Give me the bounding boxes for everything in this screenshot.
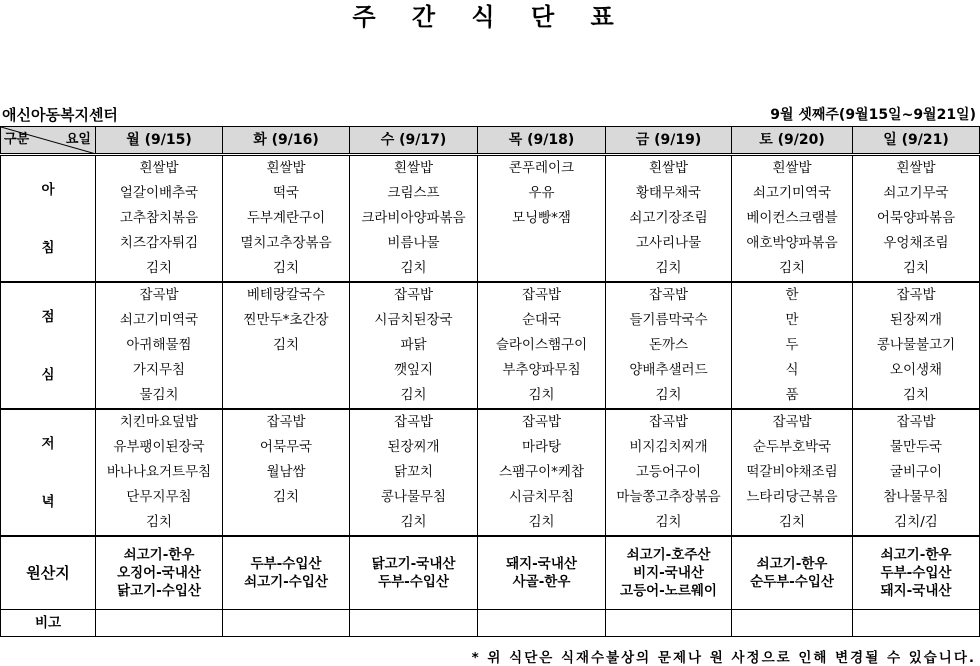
breakfast-row [1,206,980,231]
menu-item: 김치 [223,333,350,358]
menu-item: 김치 [223,256,350,282]
menu-item: 황태무채국 [606,181,732,206]
origin-entry: 두부-수입산 [880,565,952,581]
menu-item: 바나나요거트무침 [96,460,223,485]
menu-item: 잡곡밥 [350,409,478,435]
origin-cell [853,536,980,610]
menu-item: 고추참치볶음 [96,206,223,231]
origin-entry: 사골-한우 [512,574,571,590]
origin-entry: 쇠고기-호주산 [626,547,711,563]
menu-item: 쇠고기무국 [853,181,980,206]
origin-row [1,536,980,610]
dinner-row [1,460,980,485]
menu-item: 콩나물무침 [350,485,478,510]
lunch-row [1,333,980,358]
note-cell [732,610,853,637]
menu-item: 돈까스 [606,333,732,358]
menu-item: 찐만두*초간장 [223,308,350,333]
day-header-fri: 금 (9/19) [606,127,732,155]
menu-item [223,358,350,383]
menu-item: 김치 [223,485,350,510]
menu-item: 쇠고기미역국 [96,308,223,333]
menu-item: 잡곡밥 [606,282,732,308]
menu-item: 비름나물 [350,231,478,256]
menu-item: 된장찌개 [350,435,478,460]
day-header-sat: 토 (9/20) [732,127,853,155]
day-header-sun: 일 (9/21) [853,127,980,155]
dinner-label [1,409,96,536]
menu-item: 굴비구이 [853,460,980,485]
origin-entry: 두부-수입산 [250,556,322,572]
menu-item: 한 [732,282,853,308]
note-cell [350,610,478,637]
corner-cell [1,127,96,155]
menu-item: 두부계란구이 [223,206,350,231]
menu-item: 만 [732,308,853,333]
menu-item: 양배추샐러드 [606,358,732,383]
menu-item: 들기름막국수 [606,308,732,333]
menu-item: 시금치된장국 [350,308,478,333]
page-title: 주 간 식 단 표 [352,3,628,31]
day-header-row [1,127,980,155]
menu-item: 김치 [350,510,478,536]
origin-entry: 닭고기-수입산 [117,583,201,599]
dinner-row [1,510,980,536]
menu-item: 오이생채 [853,358,980,383]
menu-item: 치킨마요덮밥 [96,409,223,435]
menu-item: 된장찌개 [853,308,980,333]
origin-entry: 쇠고기-한우 [756,556,828,572]
menu-item: 잡곡밥 [478,409,606,435]
note-cell [478,610,606,637]
menu-item [478,231,606,256]
menu-item: 베테랑칼국수 [223,282,350,308]
origin-entry: 두부-수입산 [378,574,449,590]
menu-item: 어묵무국 [223,435,350,460]
menu-item: 월남쌈 [223,460,350,485]
menu-item: 김치/김 [853,510,980,536]
origin-entry: 고등어-노르웨이 [620,583,717,599]
menu-item: 우엉채조림 [853,231,980,256]
breakfast-row [1,155,980,182]
origin-cell [732,536,853,610]
menu-item: 부추양파무침 [478,358,606,383]
origin-entry: 비지-국내산 [633,565,704,581]
footnote: * 위 식단은 식재수불상의 문제나 원 사정으로 인해 변경될 수 있습니다. [471,650,976,666]
corner-category-label: 구분 [4,132,30,147]
menu-item: 순두부호박국 [732,435,853,460]
menu-item: 잡곡밥 [96,282,223,308]
breakfast-label-bottom: 침 [41,239,55,256]
menu-item: 어묵양파볶음 [853,206,980,231]
lunch-row [1,358,980,383]
menu-item: 물김치 [96,383,223,409]
origin-entry: 닭고기-국내산 [371,556,456,572]
menu-item: 고등어구이 [606,460,732,485]
menu-item: 김치 [853,383,980,409]
menu-item: 비지김치찌개 [606,435,732,460]
menu-item: 김치 [478,510,606,536]
menu-item: 두 [732,333,853,358]
origin-entry: 오징어-국내산 [117,565,201,581]
menu-item: 크림스프 [350,181,478,206]
menu-item: 우유 [478,181,606,206]
lunch-label-bottom: 심 [41,366,55,383]
menu-item: 마라탕 [478,435,606,460]
menu-item: 쇠고기장조림 [606,206,732,231]
menu-item: 흰쌀밥 [606,155,732,182]
menu-item: 깻잎지 [350,358,478,383]
menu-item: 유부팽이된장국 [96,435,223,460]
menu-item: 멸치고추장볶음 [223,231,350,256]
menu-item: 닭꼬치 [350,460,478,485]
day-header-mon: 월 (9/15) [96,127,223,155]
menu-item: 잡곡밥 [853,282,980,308]
origin-entry: 쇠고기-수입산 [244,574,328,590]
note-cell [853,610,980,637]
menu-item: 떡국 [223,181,350,206]
menu-item: 김치 [732,256,853,282]
menu-item: 가지무침 [96,358,223,383]
note-cell [96,610,223,637]
menu-item: 김치 [853,256,980,282]
origin-label: 원산지 [1,536,96,610]
menu-item: 품 [732,383,853,409]
menu-item: 흰쌀밥 [96,155,223,182]
menu-item: 흰쌀밥 [350,155,478,182]
menu-item: 흰쌀밥 [223,155,350,182]
menu-item: 아귀해물찜 [96,333,223,358]
menu-item: 잡곡밥 [223,409,350,435]
note-cell [223,610,350,637]
menu-item: 잡곡밥 [478,282,606,308]
day-header-wed: 수 (9/17) [350,127,478,155]
menu-item: 콘푸레이크 [478,155,606,182]
breakfast-label-top: 아 [41,181,55,198]
menu-item: 모닝빵*잼 [478,206,606,231]
lunch-row [1,383,980,409]
menu-item: 떡갈비야채조림 [732,460,853,485]
breakfast-label [1,155,96,283]
origin-entry: 순두부-수입산 [750,574,834,590]
menu-item: 김치 [606,510,732,536]
lunch-row [1,282,980,308]
menu-item: 물만두국 [853,435,980,460]
dinner-label-top: 저 [41,435,55,452]
menu-item: 스팸구이*케찹 [478,460,606,485]
menu-item: 치즈감자튀김 [96,231,223,256]
breakfast-row [1,181,980,206]
lunch-label-top: 점 [41,308,55,325]
menu-period: 9월 셋째주(9월15일~9월21일) [770,107,976,123]
menu-item: 시금치무침 [478,485,606,510]
menu-item: 김치 [350,256,478,282]
menu-item: 잡곡밥 [606,409,732,435]
origin-entry: 쇠고기-한우 [880,547,952,563]
origin-entry: 쇠고기-한우 [123,547,195,563]
menu-item: 흰쌀밥 [732,155,853,182]
menu-item: 참나물무침 [853,485,980,510]
organization-name: 애신아동복지센터 [2,106,118,124]
menu-item: 흰쌀밥 [853,155,980,182]
menu-item: 마늘쫑고추장볶음 [606,485,732,510]
menu-item: 김치 [96,510,223,536]
menu-item: 슬라이스햄구이 [478,333,606,358]
note-label: 비고 [1,610,96,637]
menu-item: 김치 [350,383,478,409]
corner-day-label: 요일 [65,132,91,147]
day-header-tue: 화 (9/16) [223,127,350,155]
menu-item: 얼갈이배추국 [96,181,223,206]
menu-item [478,256,606,282]
weekly-menu-table [0,126,980,637]
menu-item: 김치 [732,510,853,536]
menu-item: 김치 [606,383,732,409]
dinner-row [1,409,980,435]
menu-item: 김치 [96,256,223,282]
menu-item: 애호박양파볶음 [732,231,853,256]
menu-item: 김치 [478,383,606,409]
breakfast-row [1,231,980,256]
note-cell [606,610,732,637]
menu-item: 잡곡밥 [350,282,478,308]
menu-item: 크라비아양파볶음 [350,206,478,231]
dinner-row [1,435,980,460]
origin-entry: 돼지-국내산 [506,556,577,572]
origin-cell [606,536,732,610]
origin-entry: 돼지-국내산 [880,583,952,599]
menu-item [223,383,350,409]
lunch-label [1,282,96,409]
menu-item: 쇠고기미역국 [732,181,853,206]
origin-cell [96,536,223,610]
origin-cell [478,536,606,610]
dinner-label-bottom: 녁 [41,493,55,510]
menu-item: 고사리나물 [606,231,732,256]
menu-item: 잡곡밥 [732,409,853,435]
menu-item: 단무지무침 [96,485,223,510]
menu-item: 김치 [606,256,732,282]
menu-item: 느타리당근볶음 [732,485,853,510]
menu-item: 콩나물불고기 [853,333,980,358]
day-header-thu: 목 (9/18) [478,127,606,155]
menu-item: 순대국 [478,308,606,333]
menu-item: 식 [732,358,853,383]
dinner-row [1,485,980,510]
origin-cell [223,536,350,610]
lunch-row [1,308,980,333]
breakfast-row [1,256,980,282]
note-row [1,610,980,637]
menu-item [223,510,350,536]
origin-cell [350,536,478,610]
menu-item: 잡곡밥 [853,409,980,435]
menu-item: 파닭 [350,333,478,358]
menu-item: 베이컨스크램블 [732,206,853,231]
